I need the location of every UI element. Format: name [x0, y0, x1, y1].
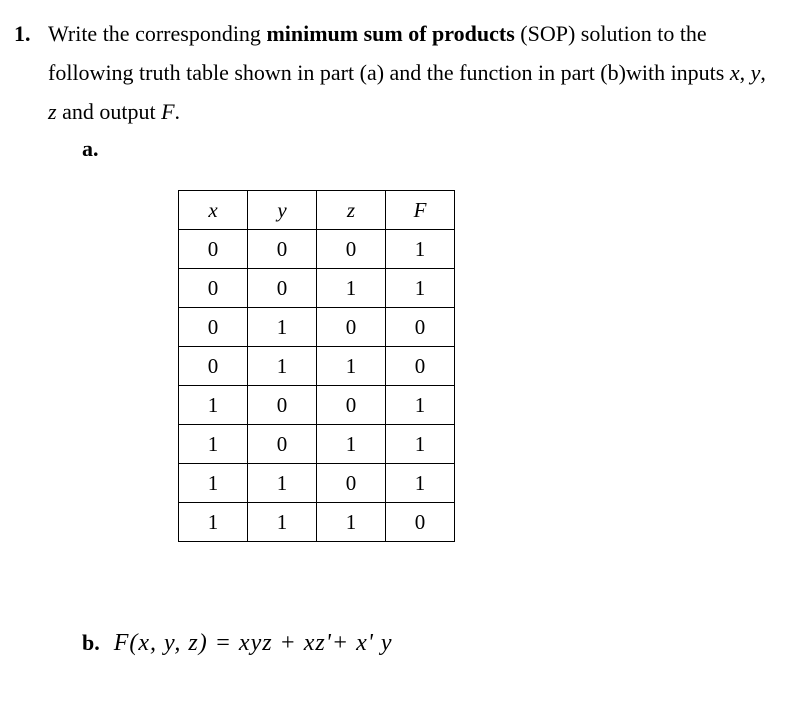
part-a-label: a. [82, 136, 99, 161]
table-cell: 1 [179, 425, 248, 464]
table-cell: 1 [248, 347, 317, 386]
var-z: z [48, 99, 57, 124]
table-row [179, 425, 455, 464]
table-cell: 0 [179, 308, 248, 347]
truth-table [178, 190, 455, 542]
question-line-1: Write the corresponding minimum sum of products (SOP) solution to the [48, 21, 707, 46]
table-row [179, 269, 455, 308]
table-cell: 1 [248, 503, 317, 542]
table-cell: 1 [179, 464, 248, 503]
header-F: F [386, 191, 455, 230]
part-b [82, 630, 393, 657]
table-cell: 1 [317, 269, 386, 308]
table-cell: 1 [248, 464, 317, 503]
table-cell: 1 [386, 230, 455, 269]
table-row [179, 230, 455, 269]
table-cell: 1 [386, 425, 455, 464]
table-cell: 0 [317, 464, 386, 503]
table-header-row [179, 191, 455, 230]
emphasis-text: minimum sum of products [266, 21, 515, 46]
table-cell: 1 [179, 503, 248, 542]
table-cell: 0 [317, 386, 386, 425]
table-cell: 0 [248, 230, 317, 269]
var-x: x [729, 60, 740, 85]
table-cell: 0 [386, 503, 455, 542]
table-cell: 0 [248, 269, 317, 308]
table-cell: 0 [386, 308, 455, 347]
var-y: y [750, 60, 761, 85]
table-cell: 1 [386, 464, 455, 503]
header-z: z [317, 191, 386, 230]
table-cell: 0 [317, 308, 386, 347]
table-cell: 1 [317, 503, 386, 542]
table-cell: 1 [317, 347, 386, 386]
table-cell: 0 [317, 230, 386, 269]
table-cell: 1 [248, 308, 317, 347]
table-cell: 1 [386, 269, 455, 308]
header-y: y [248, 191, 317, 230]
boolean-function: F(x, y, z) = xyz + xz'+ x' y [113, 630, 393, 656]
header-x: x [179, 191, 248, 230]
table-cell: 1 [386, 386, 455, 425]
table-row [179, 308, 455, 347]
question-text [14, 14, 794, 131]
table-row [179, 464, 455, 503]
table-cell: 0 [386, 347, 455, 386]
table-cell: 1 [179, 386, 248, 425]
table-row [179, 386, 455, 425]
table-cell: 0 [179, 269, 248, 308]
table-cell: 0 [248, 386, 317, 425]
table-cell: 1 [317, 425, 386, 464]
question-line-3: z and output F. [48, 99, 181, 124]
question-number: 1. [14, 21, 31, 46]
part-b-label: b. [82, 630, 100, 655]
table-row [179, 503, 455, 542]
table-cell: 0 [179, 230, 248, 269]
question-line-2: following truth table shown in part (a) and the function in part (b)with inputs x, y, [48, 60, 766, 85]
table-cell: 0 [179, 347, 248, 386]
table-cell: 0 [248, 425, 317, 464]
table-row [179, 347, 455, 386]
question-block [14, 14, 794, 131]
var-F: F [161, 99, 175, 124]
